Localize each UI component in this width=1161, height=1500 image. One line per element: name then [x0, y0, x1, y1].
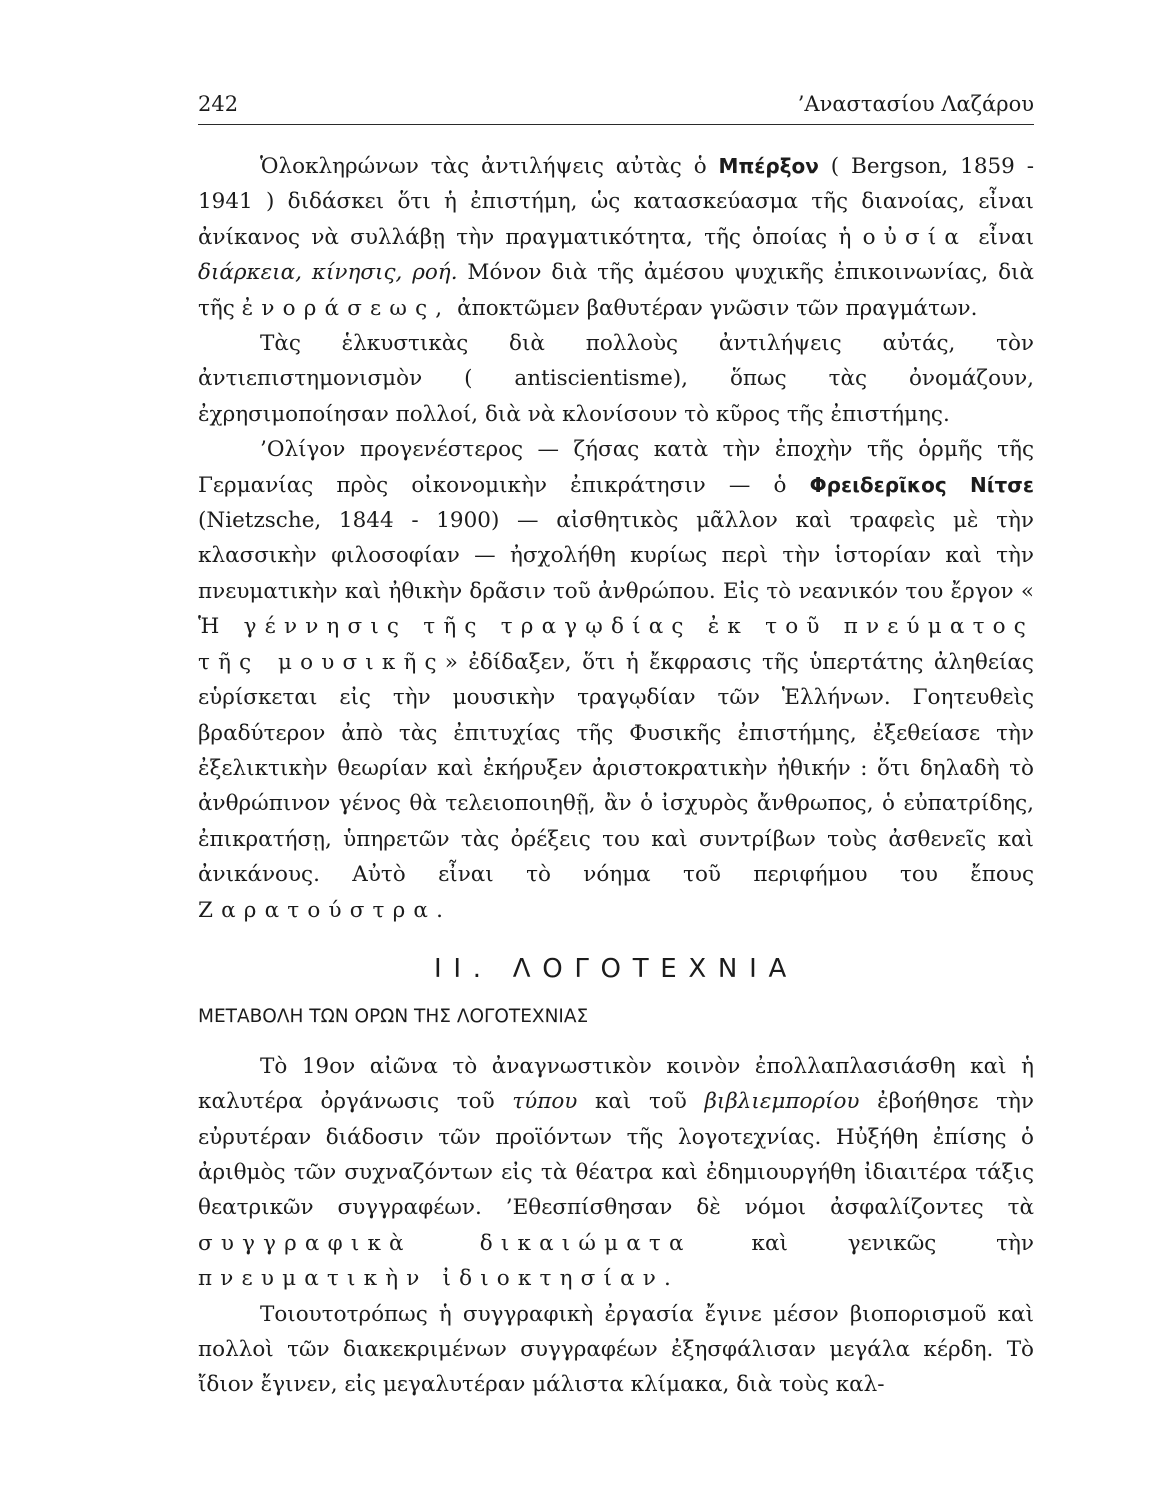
text-run: ἐβοήθησε τὴν εὐρυτέραν διάδοσιν τῶν προϊόντων τῆς λογοτεχνίας. Ηὐξήθη ἐπίσης ὁ ἀριθμὸς τῶν συχναζόντων εἰς τὰ θέατρα καὶ ἐδημιουργήθη ἰδιαιτέρα τάξις θεατρικῶν συγγραφέων. ’Εθεσπίσθησαν δὲ νόμοι ἀσφαλίζοντες τὰ [198, 1089, 1034, 1221]
spaced-work-title: Ἡ γέννησις τῆς τραγῳδίας ἐκ τοῦ πνεύματος τῆς μουσικῆς [198, 614, 1034, 675]
italic-word-bibliemporiou: βιβλιεμπορίου [704, 1089, 860, 1115]
paragraph-livelihood: Τοιουτοτρόπως ἡ συγγραφικὴ ἐργασία ἔγινε μέσον βιοπορισμοῦ καὶ πολλοὶ τῶν διακεκριμένων συγγραφέων ἐξησφάλισαν μεγάλα κέρδη. Τὸ ἴδιον ἔγινεν, εἰς μεγαλυτέραν μάλιστα κλίμακα, διὰ τοὺς καλ- [198, 1301, 1034, 1398]
spaced-phrase-property: πνευματικὴν ἰδιοκτησίαν. [198, 1266, 680, 1292]
spaced-phrase-rights: συγγραφικὰ δικαιώματα [198, 1230, 692, 1256]
spaced-word-ousia: οὐσία [862, 224, 968, 250]
page-number: 242 [198, 92, 239, 116]
paragraph-bergson [198, 149, 1034, 326]
spaced-word-zarathustra: Ζαρατούστρα. [198, 897, 452, 923]
text-run: καὶ τοῦ [577, 1089, 705, 1115]
text-run: Ὁλοκληρώνων τὰς ἀντιλήψεις αὐτὰς ὁ [260, 154, 719, 179]
name-bergson: Μπέρξον [718, 154, 819, 178]
italic-phrase: διάρκεια, κίνησις, ροή. [198, 260, 458, 286]
paragraph-nietzsche [198, 432, 1034, 928]
text-run: Μόνον διὰ τῆς ἀμέσου ψυχικῆς ἐπικοινωνίας, διὰ τῆς [198, 260, 1034, 321]
section-heading: ΙΙ. ΛΟΓΟΤΕΧΝΙΑ [434, 953, 798, 984]
paragraph-antiscientisme: Τὰς ἑλκυστικὰς διὰ πολλοὺς ἀντιλήψεις αὐτάς, τὸν ἀντιεπιστημονισμὸν ( antiscientisme), ὅπως τὰς ὀνομάζουν, ἐχρησιμοποίησαν πολλοί, διὰ νὰ κλονίσουν τὸ κῦρος τῆς ἐπιστήμης. [198, 331, 1034, 427]
name-nietzsche: Φρειδερῖκος Νίτσε [809, 472, 1034, 497]
spaced-word-enorasis: ἐνοράσεως, [241, 295, 451, 321]
text-run: εἶναι [967, 224, 1034, 250]
text-run: ἀποκτῶμεν βαθυτέραν γνῶσιν τῶν πραγμάτων. [450, 295, 978, 321]
italic-word-typou: τύπου [512, 1089, 578, 1115]
text-run: ( Bergson, 1859 - 1941 ) διδάσκει ὅτι ἡ ἐπιστήμη, ὡς κατασκεύασμα τῆς διανοίας, εἶναι ἀνίκανος νὰ συλλάβῃ τὴν πραγματικότητα, τῆς ὁποίας ἡ [198, 154, 1034, 250]
book-page [198, 92, 1034, 1403]
running-author: ’Αναστασίου Λαζάρου [797, 92, 1034, 116]
text-run: Τὸ 19ον αἰῶνα τὸ ἀναγνωστικὸν κοινὸν ἐπολλαπλασιάσθη καὶ ἡ καλυτέρα ὀργάνωσις τοῦ [198, 1053, 1034, 1115]
body-text [198, 149, 1034, 1403]
paragraph-19th-century [198, 1049, 1034, 1297]
text-run: (Nietzsche, 1844 - 1900) — αἰσθητικὸς μᾶλλον καὶ τραφεὶς μὲ τὴν κλασσικὴν φιλοσοφίαν — ἠσχολήθη κυρίως περὶ τὴν ἱστορίαν καὶ τὴν πνευματικὴν καὶ ἠθικὴν δρᾶσιν τοῦ ἀνθρώπου. Εἰς τὸ νεανικόν του ἔργον « [198, 508, 1034, 604]
text-run: καὶ γενικῶς τὴν [691, 1230, 1035, 1256]
text-run: » ἐδίδαξεν, ὅτι ἡ ἔκφρασις τῆς ὑπερτάτης ἀληθείας εὑρίσκεται εἰς τὴν μουσικὴν τραγῳδίαν τῶν Ἑλλήνων. Γοητευθεὶς βραδύτερον ἀπὸ τὰς ἐπιτυχίας τῆς Φυσικῆς ἐπιστήμης, ἐξεθείασε τὴν ἐξελικτικὴν θεωρίαν καὶ ἐκήρυξεν ἀριστοκρατικὴν ἠθικήν : ὅτι δηλαδὴ τὸ ἀνθρώπινον γένος θὰ τελειοποιηθῇ, ἂν ὁ ἰσχυρὸς ἄνθρωπος, ὁ εὐπατρίδης, ἐπικρατήσῃ, ὑπηρετῶν τὰς ὀρέξεις του καὶ συντρίβων τοὺς ἀσθενεῖς καὶ ἀνικάνους. Αὐτὸ εἶναι τὸ νόημα τοῦ περιφήμου του ἔπους [198, 649, 1034, 888]
running-header [198, 92, 1034, 125]
text-run: ’Ολίγον προγενέστερος — ζήσας κατὰ τὴν ἐποχὴν τῆς ὁρμῆς τῆς Γερμανίας πρὸς οἰκονομικὴν ἐπικράτησιν — ὁ [198, 437, 1034, 498]
section-subheading: ΜΕΤΑΒΟΛΗ ΤΩΝ ΟΡΩΝ ΤΗΣ ΛΟΓΟΤΕΧΝΙΑΣ [198, 1006, 589, 1028]
